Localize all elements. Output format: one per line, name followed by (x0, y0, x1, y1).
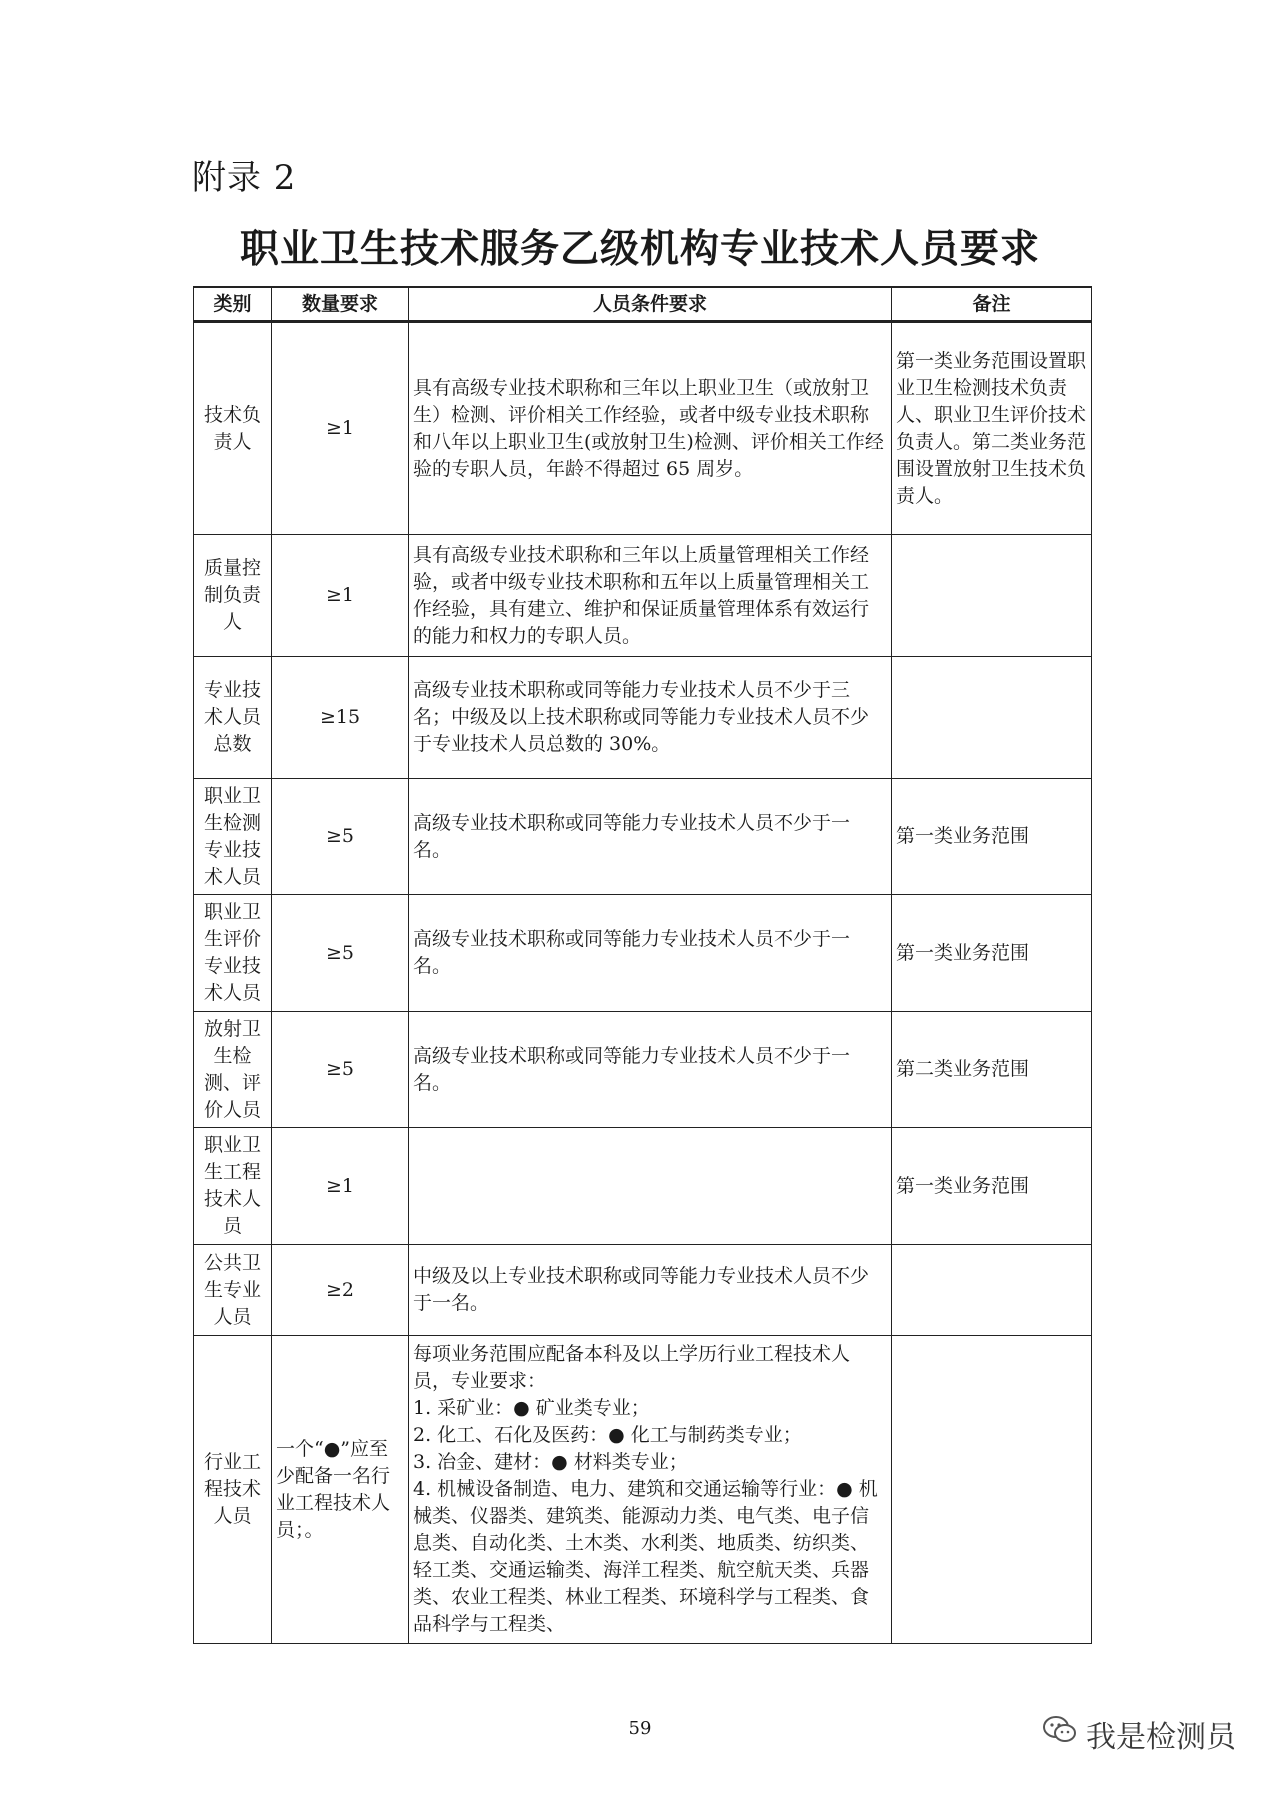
table-row (194, 779, 1092, 895)
table-row (194, 1012, 1092, 1128)
row-note: 第一类业务范围 (892, 1128, 1092, 1245)
row-condition: 具有高级专业技术职称和三年以上质量管理相关工作经验，或者中级专业技术职称和五年以上质量管理相关工作经验，具有建立、维护和保证质量管理体系有效运行的能力和权力的专职人员。 (409, 535, 892, 657)
row-condition: 高级专业技术职称或同等能力专业技术人员不少于一名。 (409, 1012, 892, 1128)
table-row (194, 535, 1092, 657)
wechat-official-account-icon (1042, 1714, 1078, 1754)
header-category: 类别 (194, 287, 272, 322)
condition-line: 1. 采矿业：● 矿业类专业； (413, 1397, 650, 1419)
row-category: 放射卫生检测、评价人员 (194, 1012, 272, 1128)
row-quantity: ≥1 (272, 1128, 409, 1245)
row-note (892, 657, 1092, 779)
document-title: 职业卫生技术服务乙级机构专业技术人员要求 (239, 227, 1040, 272)
row-category: 职业卫生检测专业技术人员 (194, 779, 272, 895)
row-note: 第一类业务范围设置职业卫生检测技术负责人、职业卫生评价技术负责人。第二类业务范围设置放射卫生技术负责人。 (892, 322, 1092, 535)
table-row (194, 322, 1092, 535)
row-quantity: 一个“●”应至少配备一名行业工程技术人员；。 (272, 1336, 409, 1644)
table-row (194, 1245, 1092, 1336)
table-row (194, 895, 1092, 1012)
row-condition: 中级及以上专业技术职称或同等能力专业技术人员不少于一名。 (409, 1245, 892, 1336)
row-condition (409, 1128, 892, 1245)
row-note (892, 535, 1092, 657)
row-note (892, 1336, 1092, 1644)
row-quantity: ≥2 (272, 1245, 409, 1336)
row-condition: 高级专业技术职称或同等能力专业技术人员不少于三名；中级及以上技术职称或同等能力专业技术人员不少于专业技术人员总数的 30%。 (409, 657, 892, 779)
table-header-row (194, 287, 1092, 322)
row-category: 公共卫生专业人员 (194, 1245, 272, 1336)
row-category: 行业工程技术人员 (194, 1336, 272, 1644)
row-condition: 高级专业技术职称或同等能力专业技术人员不少于一名。 (409, 895, 892, 1012)
row-quantity: ≥5 (272, 895, 409, 1012)
row-condition: 高级专业技术职称或同等能力专业技术人员不少于一名。 (409, 779, 892, 895)
row-quantity: ≥1 (272, 322, 409, 535)
appendix-label: 附录 2 (192, 158, 297, 198)
row-category: 职业卫生评价专业技术人员 (194, 895, 272, 1012)
condition-line: 2. 化工、石化及医药：● 化工与制药类专业； (413, 1424, 802, 1446)
header-note: 备注 (892, 287, 1092, 322)
row-note: 第一类业务范围 (892, 779, 1092, 895)
row-note: 第二类业务范围 (892, 1012, 1092, 1128)
row-category: 职业卫生工程技术人员 (194, 1128, 272, 1245)
condition-line: 3. 冶金、建材：● 材料类专业； (413, 1451, 688, 1473)
row-category: 技术负责人 (194, 322, 272, 535)
row-quantity: ≥5 (272, 779, 409, 895)
row-condition: 具有高级专业技术职称和三年以上职业卫生（或放射卫生）检测、评价相关工作经验，或者中级专业技术职称和八年以上职业卫生(或放射卫生)检测、评价相关工作经验的专职人员，年龄不得超过 65 周岁。 (409, 322, 892, 535)
row-note: 第一类业务范围 (892, 895, 1092, 1012)
page-number: 59 (628, 1718, 652, 1739)
table-row (194, 657, 1092, 779)
row-category: 质量控制负责人 (194, 535, 272, 657)
condition-line: 4. 机械设备制造、电力、建筑和交通运输等行业：● 机械类、仪器类、建筑类、能源动力类、电气类、电子信息类、自动化类、土木类、水利类、地质类、纺织类、轻工类、交通运输类、海洋工程类、航空航天类、兵器类、农业工程类、林业工程类、环境科学与工程类、食品科学与工程类、 (413, 1478, 878, 1635)
watermark-text: 我是检测员 (1086, 1720, 1236, 1755)
requirements-table (193, 286, 1092, 1644)
row-note (892, 1245, 1092, 1336)
watermark (1042, 1712, 1236, 1756)
row-quantity: ≥15 (272, 657, 409, 779)
table-row (194, 1336, 1092, 1644)
table-row (194, 1128, 1092, 1245)
row-category: 专业技术人员总数 (194, 657, 272, 779)
condition-line: 每项业务范围应配备本科及以上学历行业工程技术人员，专业要求： (413, 1343, 851, 1392)
header-condition: 人员条件要求 (409, 287, 892, 322)
row-condition (409, 1336, 892, 1644)
row-quantity: ≥1 (272, 535, 409, 657)
header-quantity: 数量要求 (272, 287, 409, 322)
row-quantity: ≥5 (272, 1012, 409, 1128)
